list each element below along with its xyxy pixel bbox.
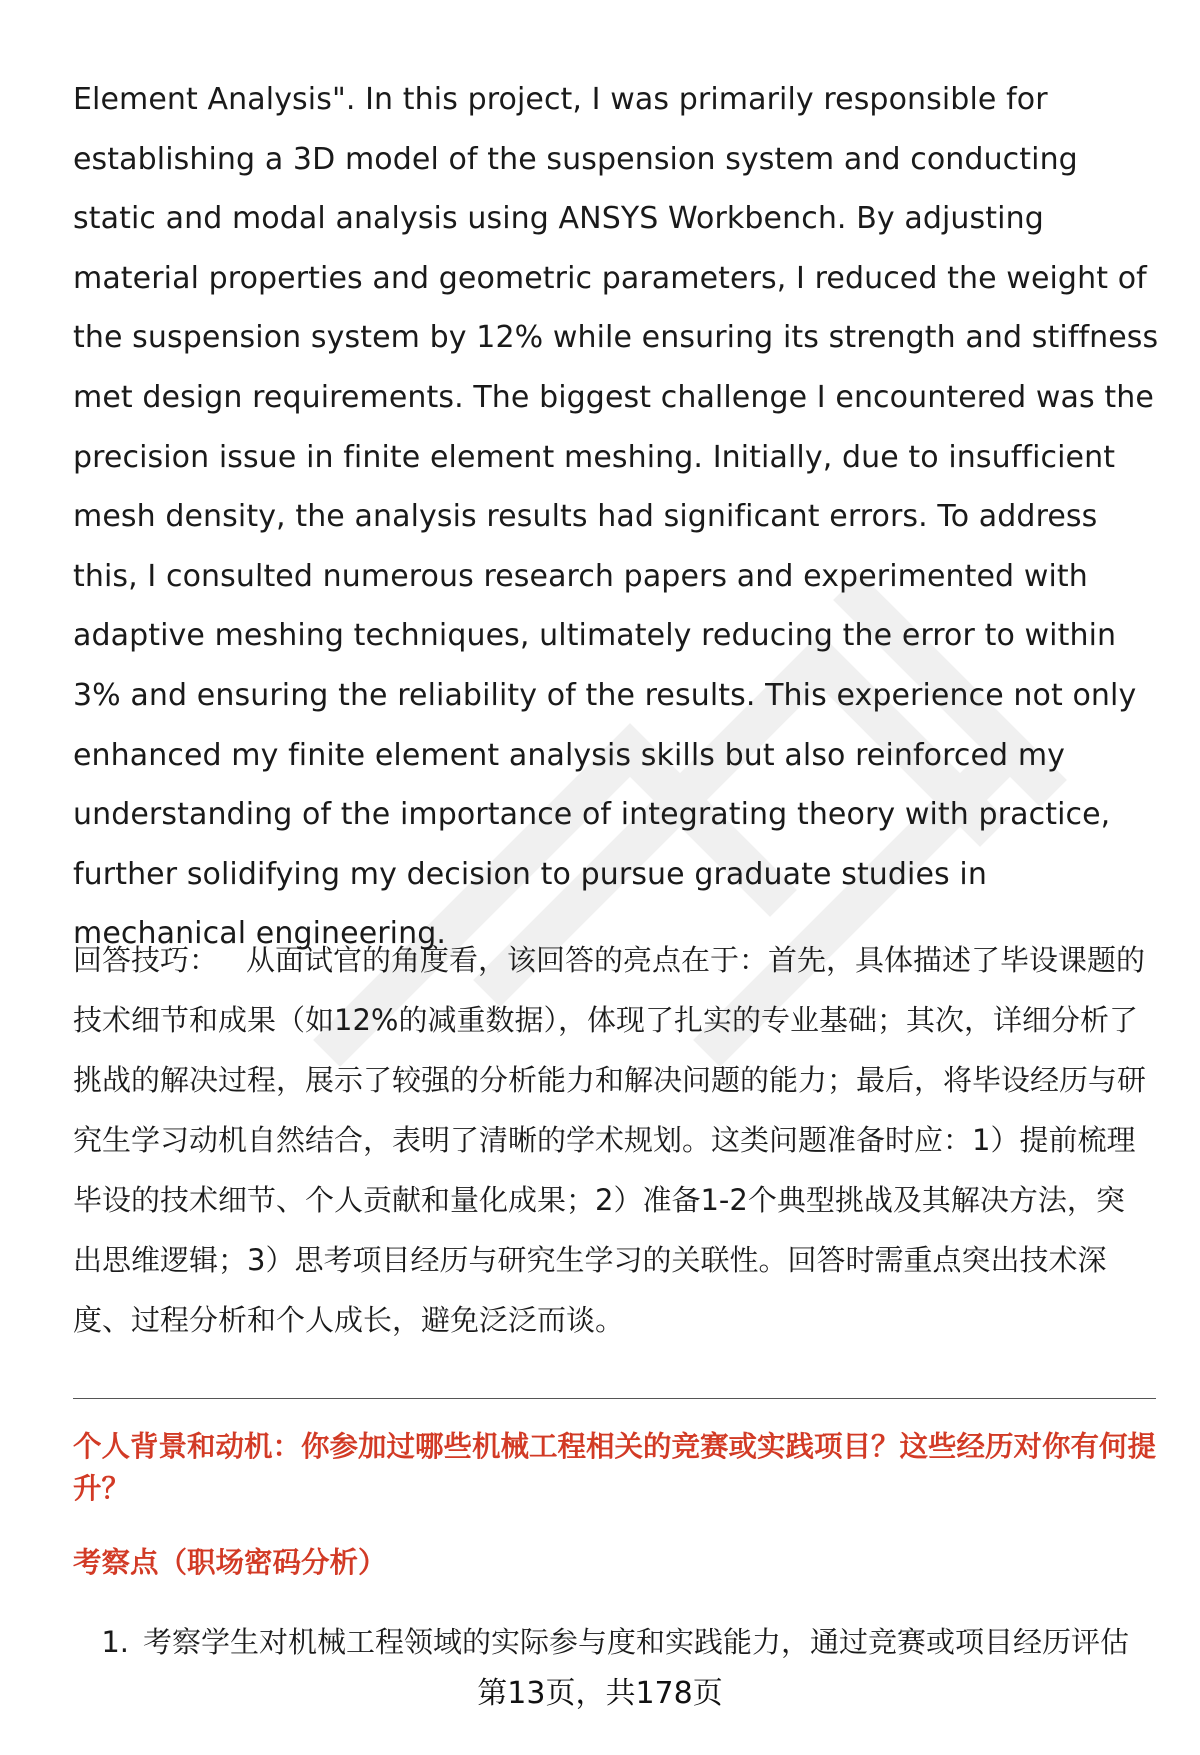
answer-paragraph: Element Analysis". In this project, I was primarily responsible for establishing a 3D model of the suspension system and conducting static and modal analysis using ANSYS Workbench. By adjusting material properties and geometric parameters, I reduced the weight of the suspension system by 12% while ensuring its strength and stiffness met design requirements. The biggest challenge I encountered was the precision issue in finite element meshing. Initially, due to insufficient mesh density, the analysis results had significant errors. To address this, I consulted numerous research papers and experimented with adaptive meshing techniques, ultimately reducing the error to within 3% and ensuring the reliability of the results. This experience not only enhanced my finite element analysis skills but also reinforced my understanding of the importance of integrating theory with practice, further solidifying my decision to pursue graduate studies in mechanical engineering. <box>73 82 1159 952</box>
section-divider <box>73 1398 1156 1399</box>
question-heading: 个人背景和动机：你参加过哪些机械工程相关的竞赛或实践项目？这些经历对你有何提升？ <box>73 1430 1157 1505</box>
tips-label: 回答技巧： <box>73 943 219 977</box>
page-number-footer: 第13页，共178页 <box>477 1676 723 1711</box>
assessment-points-heading: 考察点（职场密码分析） <box>73 1546 387 1579</box>
assessment-points-list <box>73 1620 1163 1664</box>
list-item-number: 1. <box>101 1625 129 1659</box>
tips-text: 从面试官的角度看，该回答的亮点在于：首先，具体描述了毕设课题的技术细节和成果（如12%的减重数据），体现了扎实的专业基础；其次，详细分析了挑战的解决过程，展示了较强的分析能力和解决问题的能力；最后，将毕设经历与研究生学习动机自然结合，表明了清晰的学术规划。这类问题准备时应：1）提前梳理毕设的技术细节、个人贡献和量化成果；2）准备1-2个典型挑战及其解决方法，突出思维逻辑；3）思考项目经历与研究生学习的关联性。回答时需重点突出技术深度、过程分析和个人成长，避免泛泛而谈。 <box>73 943 1147 1337</box>
list-item <box>73 1620 1163 1664</box>
answer-tips <box>73 930 1153 1350</box>
list-item-text: 考察学生对机械工程领域的实际参与度和实践能力，通过竞赛或项目经历评估 <box>143 1625 1130 1659</box>
